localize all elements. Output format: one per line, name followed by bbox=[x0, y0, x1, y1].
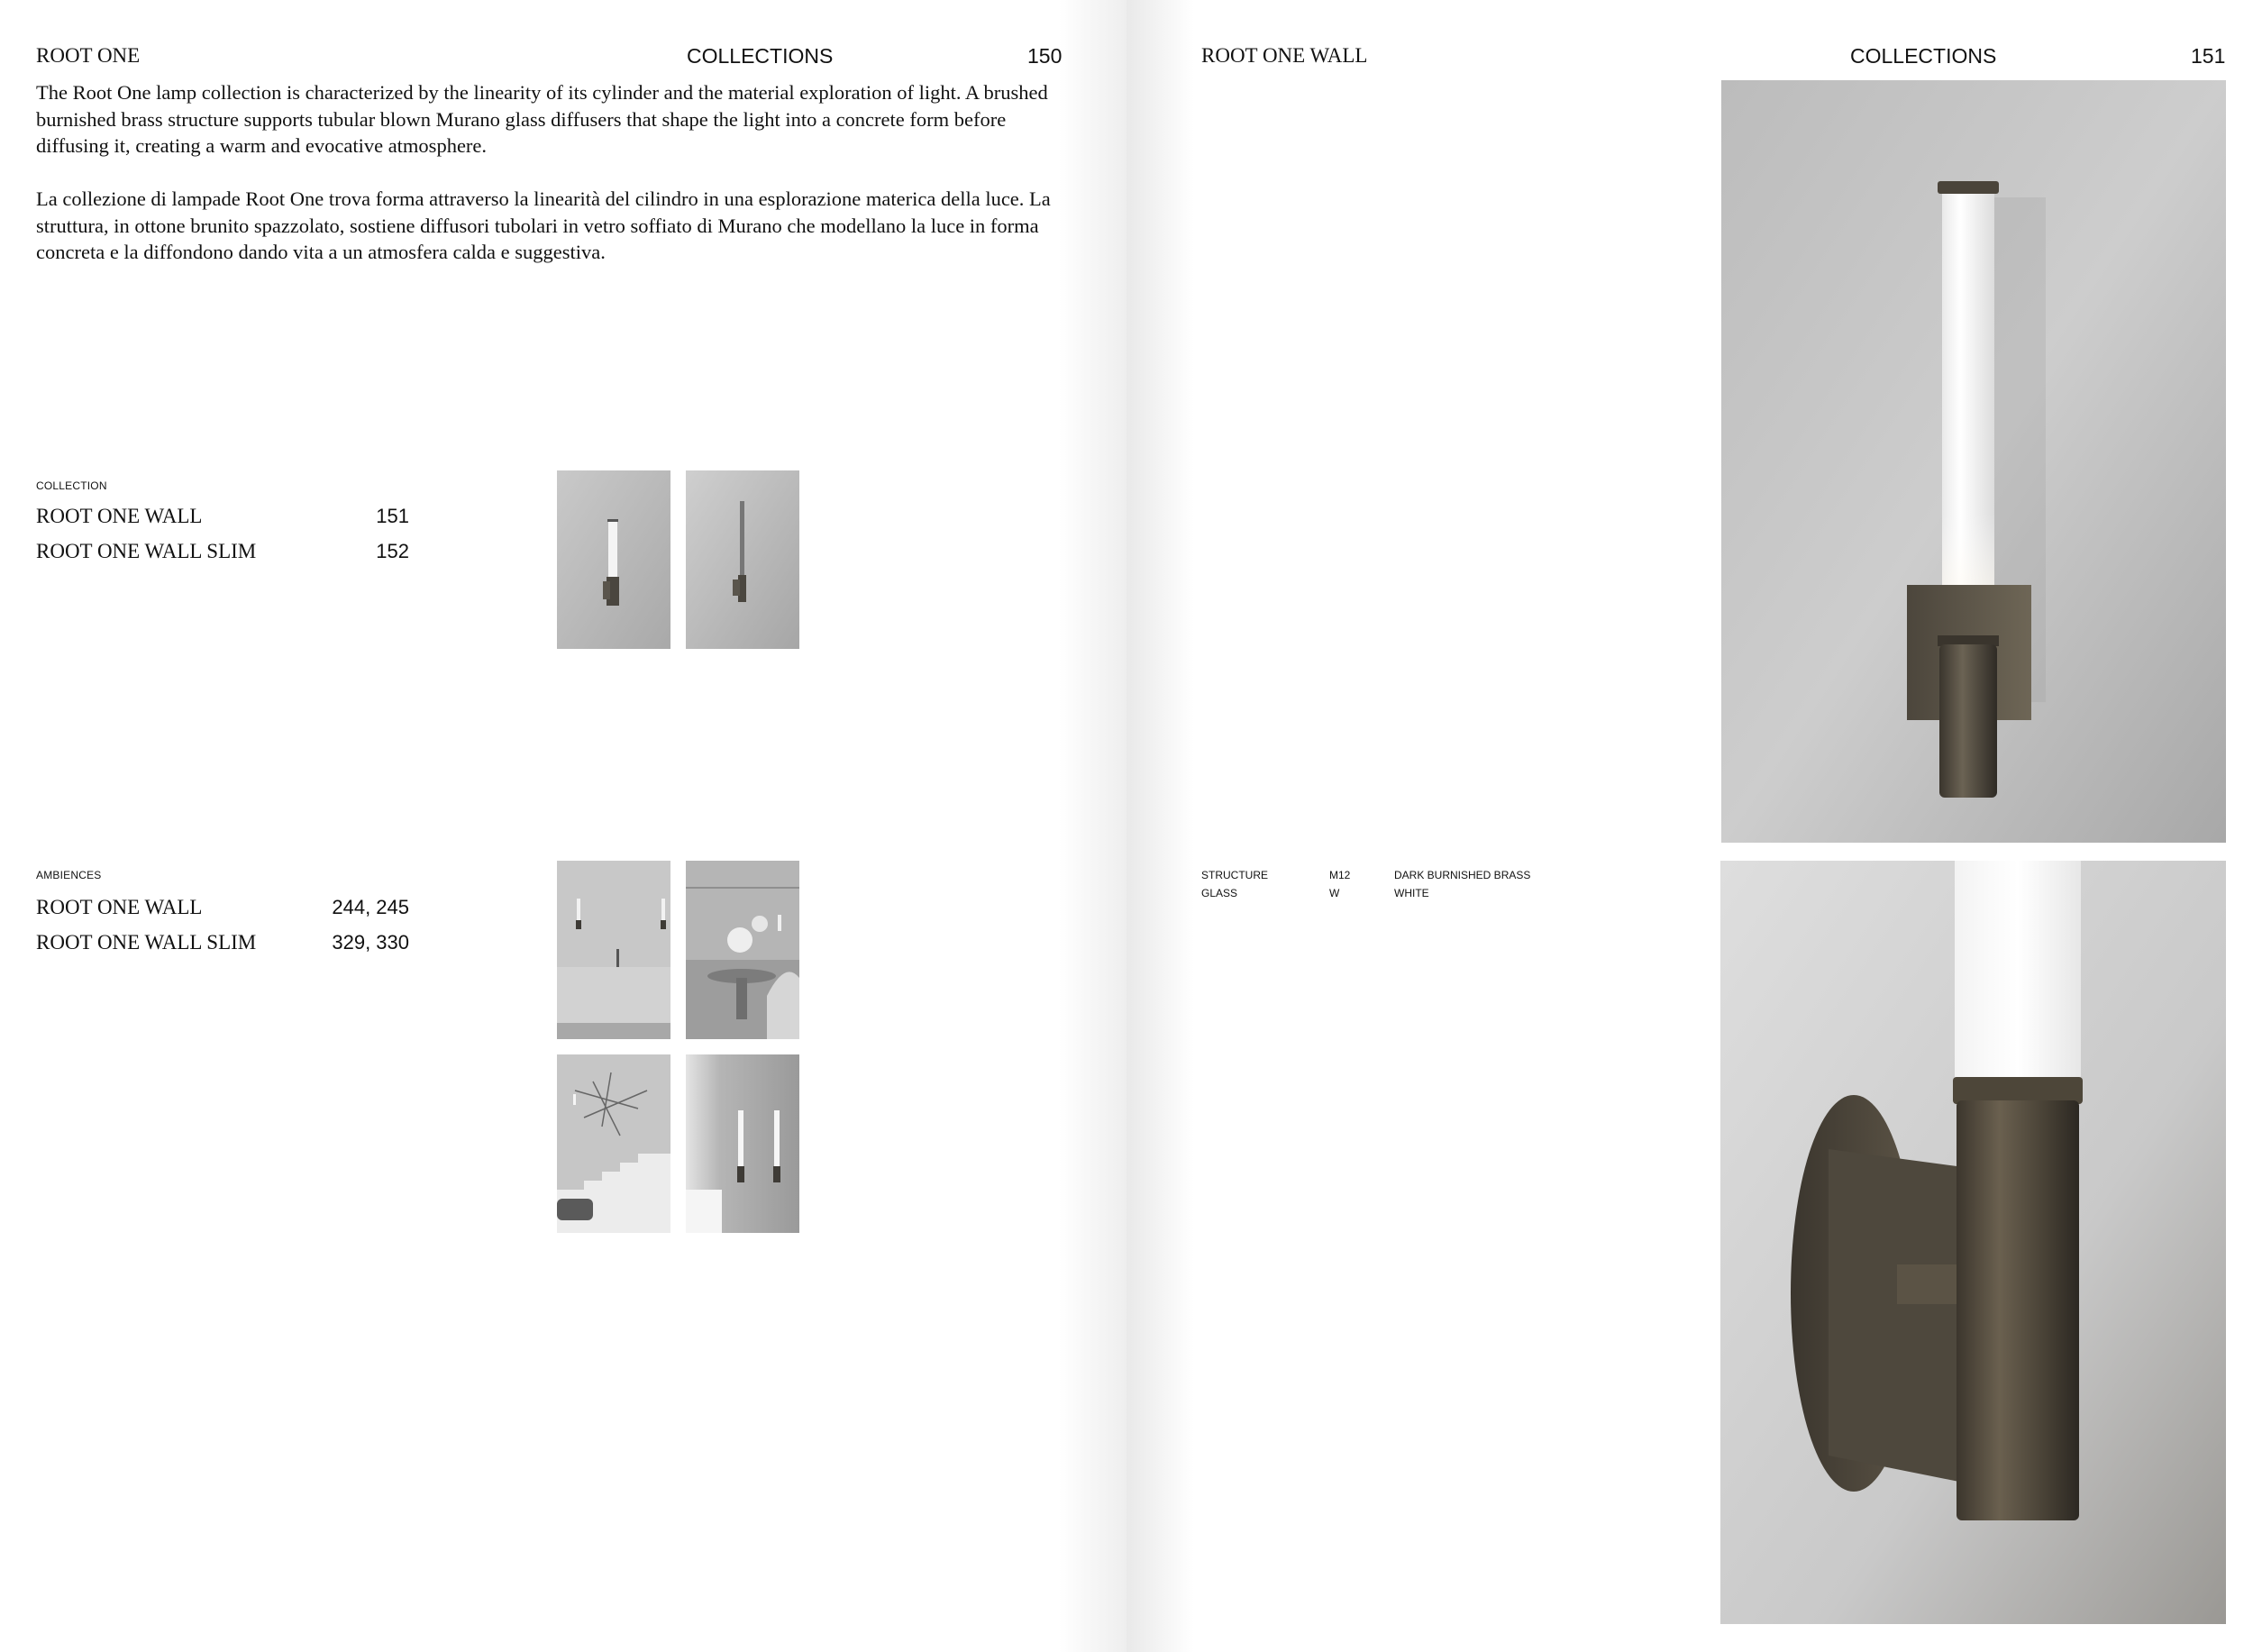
spec-part: STRUCTURE bbox=[1201, 869, 1268, 881]
collection-item-name[interactable]: ROOT ONE WALL bbox=[36, 505, 203, 527]
wall-lamp-slim-icon bbox=[686, 470, 799, 649]
spec-code: M12 bbox=[1329, 869, 1351, 881]
ambience-thumbnail-wall-pair[interactable] bbox=[686, 1054, 799, 1233]
lamp-detail-photo-icon bbox=[1720, 861, 2226, 1624]
ambience-item-name[interactable]: ROOT ONE WALL SLIM bbox=[36, 931, 257, 954]
ambience-thumbnail-icon bbox=[557, 1054, 670, 1233]
intro-italian: La collezione di lampade Root One trova forma attraverso la linearità del cilindro in una esplorazione materica della luce. La struttura, in ottone brunito spazzolato, sostiene diffusori tubolari in vetro soffiato di Murano che modellano la luce in forma concreta e la diffondono dando vita a un atmosfera calda e suggestiva. bbox=[36, 187, 1051, 263]
spec-finish: WHITE bbox=[1394, 887, 1429, 899]
ambience-thumbnail-icon bbox=[686, 861, 799, 1039]
intro-text bbox=[36, 79, 1063, 292]
ambience-thumbnail-icon bbox=[686, 1054, 799, 1233]
ambience-thumbnail-icon bbox=[557, 861, 670, 1039]
spec-finish: DARK BURNISHED BRASS bbox=[1394, 869, 1531, 881]
root-one-wall-slim-thumbnail[interactable] bbox=[686, 470, 799, 649]
collection-item-page[interactable]: 151 bbox=[376, 505, 409, 527]
ambience-item-pages[interactable]: 244, 245 bbox=[332, 896, 409, 918]
left-page-number: 150 bbox=[1027, 44, 1063, 68]
spec-code: W bbox=[1329, 887, 1340, 899]
collection-item-page[interactable]: 152 bbox=[376, 540, 409, 562]
ambience-thumbnail-dining[interactable] bbox=[686, 861, 799, 1039]
left-header-section: COLLECTIONS bbox=[687, 44, 834, 68]
collection-item-name[interactable]: ROOT ONE WALL SLIM bbox=[36, 540, 257, 562]
ambience-item-name[interactable]: ROOT ONE WALL bbox=[36, 896, 203, 918]
right-header-title: ROOT ONE WALL bbox=[1201, 44, 1368, 67]
left-header-title: ROOT ONE bbox=[36, 44, 141, 67]
ambience-thumbnail-bathroom[interactable] bbox=[557, 861, 670, 1039]
intro-english: The Root One lamp collection is characterized by the linearity of its cylinder and the material exploration of light. A brushed burnished brass structure supports tubular blown Murano glass diffusers that shape the light into a concrete form before diffusing it, creating a warm and evocative atmosphere. bbox=[36, 81, 1048, 157]
root-one-wall-detail-photo bbox=[1720, 861, 2226, 1624]
ambience-thumbnail-staircase[interactable] bbox=[557, 1054, 670, 1233]
wall-lamp-photo-icon bbox=[1721, 80, 2226, 843]
ambience-item-pages[interactable]: 329, 330 bbox=[332, 931, 409, 954]
ambiences-label: AMBIENCES bbox=[36, 869, 102, 881]
collection-label: COLLECTION bbox=[36, 479, 107, 492]
right-header-section: COLLECTIONS bbox=[1850, 44, 1997, 68]
wall-lamp-icon bbox=[557, 470, 670, 649]
root-one-wall-thumbnail[interactable] bbox=[557, 470, 670, 649]
right-page-number: 151 bbox=[2191, 44, 2226, 68]
right-page bbox=[1126, 0, 2253, 1652]
left-page bbox=[0, 0, 1126, 1652]
root-one-wall-product-photo bbox=[1721, 80, 2226, 843]
spec-part: GLASS bbox=[1201, 887, 1238, 899]
